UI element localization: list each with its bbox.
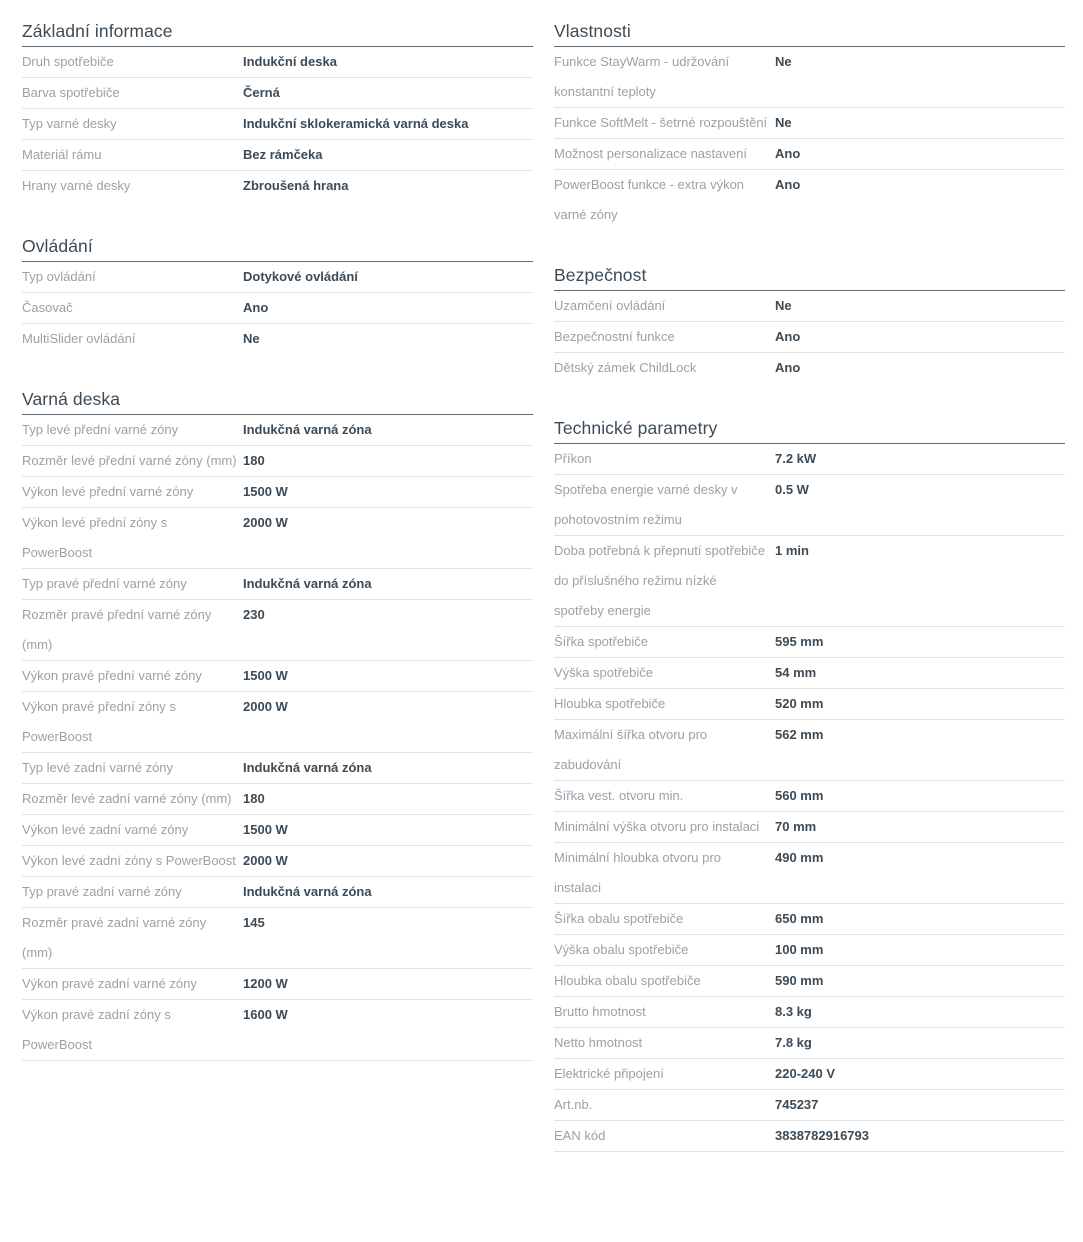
spec-label: Typ levé přední varné zóny bbox=[22, 422, 179, 437]
spec-row bbox=[22, 262, 533, 293]
spec-label: Dětský zámek ChildLock bbox=[554, 360, 697, 375]
spec-row bbox=[22, 324, 533, 354]
spec-value: Indukční deska bbox=[243, 54, 337, 69]
spec-row bbox=[22, 569, 533, 600]
spec-section bbox=[22, 388, 533, 1061]
spec-row bbox=[22, 140, 533, 171]
spec-label: Hloubka obalu spotřebiče bbox=[554, 973, 701, 988]
spec-value: Indukčná varná zóna bbox=[243, 422, 372, 437]
spec-value: 1500 W bbox=[243, 484, 288, 499]
spec-label: Výkon pravé přední varné zóny bbox=[22, 668, 202, 683]
spec-label: EAN kód bbox=[554, 1128, 606, 1143]
spec-row bbox=[22, 415, 533, 446]
spec-row bbox=[554, 720, 1065, 781]
spec-label: Minimální výška otvoru pro instalaci bbox=[554, 819, 760, 834]
spec-row bbox=[22, 969, 533, 1000]
spec-row bbox=[554, 1090, 1065, 1121]
spec-row bbox=[554, 170, 1065, 230]
section-title: Vlastnosti bbox=[554, 21, 631, 41]
spec-label: Výkon levé přední varné zóny bbox=[22, 484, 194, 499]
spec-section bbox=[554, 20, 1065, 230]
spec-value: Bez rámčeka bbox=[243, 147, 323, 162]
spec-label: Rozměr pravé zadní varné zóny (mm) bbox=[22, 915, 207, 960]
spec-row bbox=[554, 812, 1065, 843]
spec-value: Indukčná varná zóna bbox=[243, 576, 372, 591]
spec-label: Šířka vest. otvoru min. bbox=[554, 788, 684, 803]
spec-section bbox=[22, 235, 533, 354]
spec-value: 1 min bbox=[775, 543, 809, 558]
spec-row bbox=[22, 78, 533, 109]
spec-row bbox=[554, 444, 1065, 475]
spec-value: 100 mm bbox=[775, 942, 824, 957]
spec-label: Barva spotřebiče bbox=[22, 85, 120, 100]
spec-label: Výška obalu spotřebiče bbox=[554, 942, 689, 957]
spec-value: Indukčná varná zóna bbox=[243, 884, 372, 899]
spec-label: Typ pravé zadní varné zóny bbox=[22, 884, 182, 899]
spec-row bbox=[554, 139, 1065, 170]
spec-row bbox=[554, 781, 1065, 812]
spec-label: Elektrické připojení bbox=[554, 1066, 664, 1081]
spec-row bbox=[22, 293, 533, 324]
spec-row bbox=[22, 661, 533, 692]
spec-row bbox=[22, 109, 533, 140]
spec-column-right bbox=[554, 20, 1065, 1152]
spec-label: Rozměr levé přední varné zóny (mm) bbox=[22, 453, 237, 468]
spec-value: 7.2 kW bbox=[775, 451, 817, 466]
spec-label: Doba potřebná k přepnutí spotřebiče do příslušného režimu nízké spotřeby energie bbox=[554, 543, 766, 618]
spec-value: Indukčná varná zóna bbox=[243, 760, 372, 775]
spec-label: Výkon levé přední zóny s PowerBoost bbox=[22, 515, 168, 560]
spec-value: Zbroušená hrana bbox=[243, 178, 349, 193]
spec-row bbox=[22, 753, 533, 784]
spec-row bbox=[22, 171, 533, 201]
spec-value: 0.5 W bbox=[775, 482, 809, 497]
spec-label: Šířka spotřebiče bbox=[554, 634, 648, 649]
spec-row bbox=[554, 47, 1065, 108]
spec-value: 2000 W bbox=[243, 515, 288, 530]
spec-section bbox=[22, 20, 533, 201]
section-title: Varná deska bbox=[22, 389, 121, 409]
spec-label: Maximální šířka otvoru pro zabudování bbox=[554, 727, 708, 772]
spec-value: Černá bbox=[243, 85, 280, 100]
spec-value: 1200 W bbox=[243, 976, 288, 991]
spec-row bbox=[22, 600, 533, 661]
spec-value: Ne bbox=[775, 54, 792, 69]
spec-label: Příkon bbox=[554, 451, 592, 466]
spec-row bbox=[554, 658, 1065, 689]
spec-row bbox=[554, 291, 1065, 322]
spec-section bbox=[554, 417, 1065, 1152]
spec-value: 590 mm bbox=[775, 973, 824, 988]
spec-value: 8.3 kg bbox=[775, 1004, 812, 1019]
spec-label: Hloubka spotřebiče bbox=[554, 696, 666, 711]
spec-row bbox=[554, 904, 1065, 935]
spec-label: MultiSlider ovládání bbox=[22, 331, 136, 346]
spec-label: Možnost personalizace nastavení bbox=[554, 146, 747, 161]
spec-label: Rozměr levé zadní varné zóny (mm) bbox=[22, 791, 232, 806]
spec-value: 2000 W bbox=[243, 853, 288, 868]
spec-row bbox=[554, 475, 1065, 536]
spec-row bbox=[554, 536, 1065, 627]
spec-value: Indukční sklokeramická varná deska bbox=[243, 116, 469, 131]
section-title: Technické parametry bbox=[554, 418, 718, 438]
spec-row bbox=[554, 627, 1065, 658]
spec-value: Dotykové ovládání bbox=[243, 269, 358, 284]
spec-value: Ano bbox=[775, 360, 801, 375]
spec-row bbox=[22, 784, 533, 815]
spec-row bbox=[554, 997, 1065, 1028]
spec-value: 650 mm bbox=[775, 911, 824, 926]
spec-value: 70 mm bbox=[775, 819, 817, 834]
section-title: Základní informace bbox=[22, 21, 173, 41]
spec-value: Ano bbox=[243, 300, 269, 315]
spec-table bbox=[554, 290, 1065, 383]
spec-value: Ano bbox=[775, 146, 801, 161]
spec-label: Šířka obalu spotřebiče bbox=[554, 911, 684, 926]
spec-value: 180 bbox=[243, 453, 265, 468]
spec-value: 1500 W bbox=[243, 822, 288, 837]
spec-value: Ano bbox=[775, 177, 801, 192]
spec-row bbox=[554, 843, 1065, 904]
spec-label: Rozměr pravé přední varné zóny (mm) bbox=[22, 607, 212, 652]
spec-label: Typ levé zadní varné zóny bbox=[22, 760, 174, 775]
spec-row bbox=[554, 322, 1065, 353]
spec-label: Výkon levé zadní varné zóny bbox=[22, 822, 189, 837]
spec-row bbox=[22, 877, 533, 908]
spec-value: 180 bbox=[243, 791, 265, 806]
spec-value: Ano bbox=[775, 329, 801, 344]
spec-row bbox=[22, 692, 533, 753]
spec-row bbox=[554, 108, 1065, 139]
spec-table bbox=[22, 46, 533, 201]
spec-value: 562 mm bbox=[775, 727, 824, 742]
spec-row bbox=[554, 1121, 1065, 1152]
spec-table bbox=[22, 261, 533, 354]
spec-label: Výkon levé zadní zóny s PowerBoost bbox=[22, 853, 236, 868]
spec-row bbox=[554, 966, 1065, 997]
spec-value: 230 bbox=[243, 607, 265, 622]
section-title: Ovládání bbox=[22, 236, 93, 256]
spec-row bbox=[22, 446, 533, 477]
spec-label: Uzamčení ovládání bbox=[554, 298, 666, 313]
spec-row bbox=[554, 353, 1065, 383]
spec-value: 745237 bbox=[775, 1097, 819, 1112]
spec-label: Časovač bbox=[22, 300, 73, 315]
spec-value: 1500 W bbox=[243, 668, 288, 683]
spec-value: Ne bbox=[775, 298, 792, 313]
spec-row bbox=[22, 1000, 533, 1061]
spec-value: 145 bbox=[243, 915, 265, 930]
spec-value: 595 mm bbox=[775, 634, 824, 649]
spec-value: 3838782916793 bbox=[775, 1128, 869, 1143]
spec-value: 220-240 V bbox=[775, 1066, 835, 1081]
spec-row bbox=[22, 508, 533, 569]
spec-value: Ne bbox=[243, 331, 260, 346]
spec-value: 520 mm bbox=[775, 696, 824, 711]
spec-label: Brutto hmotnost bbox=[554, 1004, 646, 1019]
spec-label: Výška spotřebiče bbox=[554, 665, 653, 680]
spec-value: 54 mm bbox=[775, 665, 817, 680]
spec-label: Druh spotřebiče bbox=[22, 54, 114, 69]
spec-row bbox=[554, 689, 1065, 720]
spec-label: Art.nb. bbox=[554, 1097, 593, 1112]
spec-section bbox=[554, 264, 1065, 383]
section-title: Bezpečnost bbox=[554, 265, 647, 285]
spec-row bbox=[554, 1059, 1065, 1090]
spec-label: Výkon pravé přední zóny s PowerBoost bbox=[22, 699, 176, 744]
spec-row bbox=[22, 846, 533, 877]
spec-row bbox=[22, 908, 533, 969]
spec-table bbox=[22, 414, 533, 1061]
spec-column-left bbox=[22, 20, 533, 1152]
spec-value: 1600 W bbox=[243, 1007, 288, 1022]
spec-label: Hrany varné desky bbox=[22, 178, 131, 193]
spec-row bbox=[22, 47, 533, 78]
spec-row bbox=[22, 815, 533, 846]
spec-label: Výkon pravé zadní zóny s PowerBoost bbox=[22, 1007, 171, 1052]
spec-label: Netto hmotnost bbox=[554, 1035, 643, 1050]
spec-label: Materiál rámu bbox=[22, 147, 102, 162]
spec-label: Bezpečnostní funkce bbox=[554, 329, 675, 344]
spec-label: Minimální hloubka otvoru pro instalaci bbox=[554, 850, 721, 895]
spec-value: Ne bbox=[775, 115, 792, 130]
spec-table bbox=[554, 46, 1065, 230]
spec-value: 560 mm bbox=[775, 788, 824, 803]
spec-table bbox=[554, 443, 1065, 1152]
spec-value: 2000 W bbox=[243, 699, 288, 714]
spec-value: 7.8 kg bbox=[775, 1035, 812, 1050]
spec-value: 490 mm bbox=[775, 850, 824, 865]
spec-label: PowerBoost funkce - extra výkon varné zóny bbox=[554, 177, 745, 222]
spec-label: Funkce StayWarm - udržování konstantní teploty bbox=[554, 54, 730, 99]
spec-label: Typ varné desky bbox=[22, 116, 117, 131]
spec-row bbox=[22, 477, 533, 508]
spec-label: Výkon pravé zadní varné zóny bbox=[22, 976, 197, 991]
spec-label: Typ pravé přední varné zóny bbox=[22, 576, 187, 591]
spec-label: Funkce SoftMelt - šetrné rozpouštění bbox=[554, 115, 768, 130]
spec-row bbox=[554, 1028, 1065, 1059]
spec-row bbox=[554, 935, 1065, 966]
spec-label: Spotřeba energie varné desky v pohotovostním režimu bbox=[554, 482, 738, 527]
spec-label: Typ ovládání bbox=[22, 269, 96, 284]
